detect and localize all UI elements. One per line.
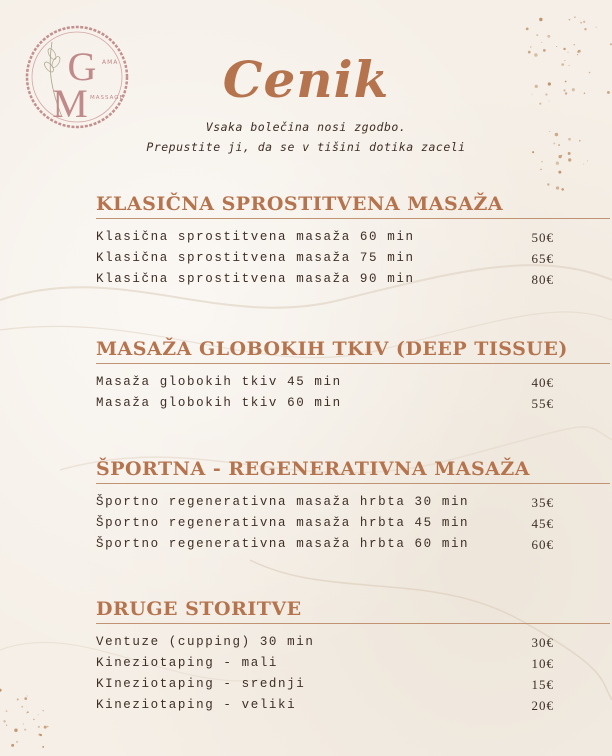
price-row (96, 393, 610, 414)
price-row (96, 674, 610, 695)
service-price: 15€ (531, 677, 554, 692)
service-price: 30€ (531, 635, 554, 650)
service-name: KIneziotaping - srednji (96, 677, 306, 691)
service-price: 65€ (531, 251, 554, 266)
service-price: 50€ (531, 230, 554, 245)
service-name: Kineziotaping - mali (96, 656, 279, 670)
section-sports-massage (96, 458, 610, 555)
service-name: Kineziotaping - veliki (96, 698, 297, 712)
price-row (96, 695, 610, 716)
price-row (96, 269, 610, 290)
service-name: Masaža globokih tkiv 45 min (96, 375, 342, 389)
price-row (96, 653, 610, 674)
service-price: 60€ (531, 537, 554, 552)
service-price: 35€ (531, 495, 554, 510)
service-name: Športno regenerativna masaža hrbta 45 min (96, 516, 470, 530)
section-title: ŠPORTNA - REGENERATIVNA MASAŽA (96, 458, 610, 484)
price-row (96, 492, 610, 513)
section-title: DRUGE STORITVE (96, 598, 610, 624)
section-title: KLASIČNA SPROSTITVENA MASAŽA (96, 193, 610, 219)
price-row (96, 513, 610, 534)
price-row (96, 372, 610, 393)
service-name: Masaža globokih tkiv 60 min (96, 396, 342, 410)
tagline-line-1: Vsaka bolečina nosi zgodbo. (205, 120, 407, 134)
service-name: Ventuze (cupping) 30 min (96, 635, 315, 649)
service-price: 45€ (531, 516, 554, 531)
service-name: Klasična sprostitvena masaža 60 min (96, 230, 415, 244)
service-price: 55€ (531, 396, 554, 411)
logo-letter-m: M (52, 81, 88, 126)
section-classic-massage (96, 193, 610, 290)
service-price: 80€ (531, 272, 554, 287)
page-title: Cenik (222, 50, 390, 109)
logo-letter-g: G (67, 44, 97, 89)
price-row (96, 227, 610, 248)
logo-text-ama: AMA (102, 59, 119, 66)
tagline-line-2: Prepustite ji, da se v tišini dotika zaceli (146, 140, 466, 154)
price-row (96, 534, 610, 555)
service-name: Klasična sprostitvena masaža 90 min (96, 272, 415, 286)
price-row (96, 632, 610, 653)
service-price: 10€ (531, 656, 554, 671)
service-name: Klasična sprostitvena masaža 75 min (96, 251, 415, 265)
logo-text-massage: MASSAGE (90, 95, 124, 101)
service-price: 40€ (531, 375, 554, 390)
service-price: 20€ (531, 698, 554, 713)
section-title: MASAŽA GLOBOKIH TKIV (DEEP TISSUE) (96, 338, 610, 364)
service-name: Športno regenerativna masaža hrbta 30 min (96, 495, 470, 509)
section-other-services (96, 598, 610, 716)
price-row (96, 248, 610, 269)
service-name: Športno regenerativna masaža hrbta 60 min (96, 537, 470, 551)
section-deep-tissue (96, 338, 610, 414)
